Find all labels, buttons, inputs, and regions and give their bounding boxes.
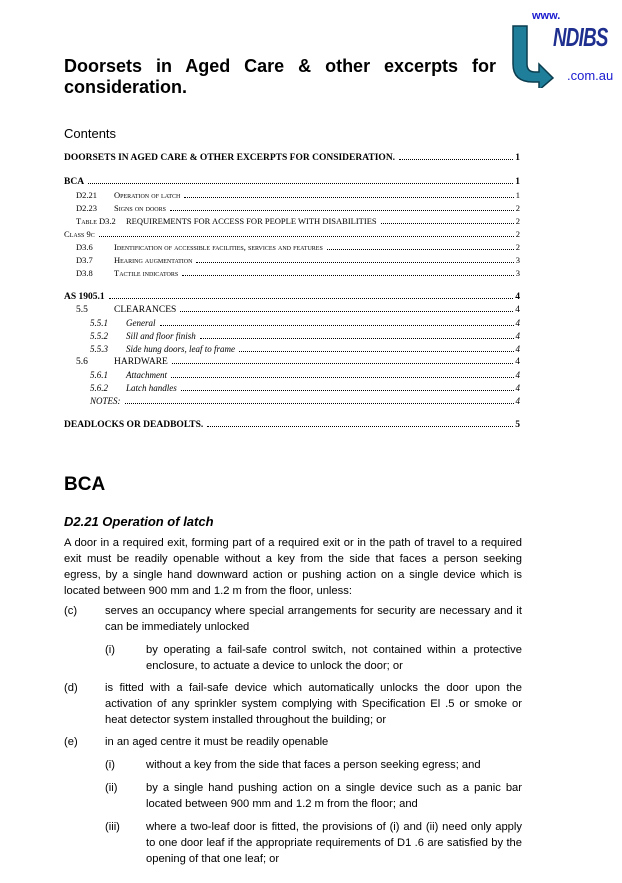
toc-leader-dots: [170, 210, 514, 211]
clause-label: (c): [64, 605, 78, 617]
toc-entry-text: Sill and floor finish: [126, 331, 196, 341]
toc-entry-text: NOTES:: [90, 396, 121, 406]
toc-leader-dots: [196, 262, 513, 263]
toc-entry-title: [90, 330, 198, 343]
toc-entry-text: Side hung doors, leaf to frame: [126, 344, 235, 354]
clause-text: serves an occupancy where special arrangements for security are necessary and it can be immediately unlocked: [105, 605, 522, 633]
toc-leader-dots: [125, 403, 514, 404]
toc-entry-title: [76, 215, 379, 228]
toc-page-number: 4: [515, 383, 520, 393]
toc-leader-dots: [180, 311, 513, 312]
toc-leader-dots: [181, 390, 514, 391]
toc-entry-number: 5.5: [76, 305, 88, 315]
toc-entry-title: [90, 369, 169, 382]
toc-page-number: 4: [515, 292, 520, 302]
toc-entry-title: [64, 419, 205, 432]
toc-entry-title: [76, 189, 182, 202]
toc-entry-title: [64, 291, 107, 304]
toc-leader-dots: [160, 325, 514, 326]
toc-entry-number: Table D3.2: [76, 216, 116, 226]
toc-entry-number: 5.5.3: [90, 344, 108, 354]
toc-entry-number: D2.23: [76, 203, 98, 213]
contents-heading: Contents: [64, 126, 117, 141]
toc-entry-number: D3.7: [76, 255, 93, 265]
toc-entry[interactable]: [64, 343, 520, 356]
toc-entry[interactable]: [64, 330, 520, 343]
toc-entry[interactable]: [64, 419, 520, 432]
toc-entry-text: CLEARANCES: [114, 305, 177, 315]
toc-entry-text: Signs on doors: [114, 203, 166, 213]
toc-leader-dots: [171, 377, 514, 378]
toc-page-number: 4: [515, 370, 520, 380]
toc-entry-title: [64, 228, 97, 241]
toc-page-number: 4: [515, 305, 520, 315]
toc-entry-number: 5.5.1: [90, 318, 108, 328]
toc-entry-text: General: [126, 318, 156, 328]
toc-entry-title: [90, 343, 237, 356]
toc-entry-text: Operation of latch: [114, 190, 181, 200]
toc-entry[interactable]: [64, 228, 520, 241]
toc-entry-title: [76, 267, 180, 280]
toc-page-number: 4: [515, 331, 520, 341]
toc-entry-text: Latch handles: [126, 383, 177, 393]
toc-entry-title: [76, 356, 170, 369]
subclause-text: where a two-leaf door is fitted, the provisions of (i) and (ii) need only apply to one door leaf if the appropriate requirements of D1 .6 are satisfied by the opening of that one leaf; or: [146, 821, 522, 865]
toc-leader-dots: [381, 223, 514, 224]
toc-entry[interactable]: [64, 395, 520, 408]
toc-leader-dots: [200, 338, 514, 339]
toc-page-number: 4: [515, 396, 520, 406]
toc-entry[interactable]: [64, 176, 520, 189]
toc-entry-text: DOORSETS IN AGED CARE & OTHER EXCERPTS FOR CONSIDERATION.: [64, 153, 396, 163]
toc-entry[interactable]: [64, 369, 520, 382]
clause-label: (d): [64, 682, 78, 694]
toc-page-number: 1: [515, 177, 520, 187]
clause-item: [64, 603, 522, 674]
subclause-item: [64, 819, 522, 867]
document-title: Doorsets in Aged Care & other excerpts for consideration.: [64, 56, 496, 97]
toc-page-number: 1: [515, 153, 520, 163]
toc-entry-title: [76, 254, 194, 267]
toc-page-number: 4: [515, 344, 520, 354]
subclause-text: by a single hand pushing action on a single device such as a panic bar located between 900 mm and 1.2 m from the floor; and: [146, 782, 522, 810]
toc-entry[interactable]: [64, 202, 520, 215]
table-of-contents: [64, 152, 520, 432]
toc-entry-text: Tactile indicators: [114, 268, 179, 278]
toc-entry[interactable]: [64, 254, 520, 267]
logo-www: www.: [532, 10, 561, 22]
toc-leader-dots: [239, 351, 514, 352]
toc-leader-dots: [182, 275, 514, 276]
toc-entry-number: 5.6: [76, 357, 88, 367]
toc-entry-text: Identification of accessible facilities, services and features: [114, 242, 323, 252]
subclause-text: without a key from the side that faces a person seeking egress; and: [146, 759, 481, 771]
toc-entry-title: [90, 395, 123, 408]
subclause-label: (i): [105, 644, 115, 656]
clause-item: [64, 680, 522, 728]
toc-entry-text: HARDWARE: [114, 357, 168, 367]
subclause-label: (i): [105, 759, 115, 771]
toc-page-number: 2: [515, 216, 520, 226]
toc-entry[interactable]: [64, 215, 520, 228]
toc-entry[interactable]: [64, 317, 520, 330]
toc-entry-text: REQUIREMENTS FOR ACCESS FOR PEOPLE WITH DISABILITIES: [126, 216, 377, 226]
toc-leader-dots: [184, 197, 513, 198]
ndibs-logo[interactable]: [505, 8, 617, 90]
toc-entry[interactable]: [64, 189, 520, 202]
intro-paragraph: A door in a required exit, forming part of a required exit or in the path of travel to a required exit must be readily openable without a key from the side that faces a person seeking egress, by a single hand downward action or pushing action on a single device which is located between 900 mm and 1.2 m from the floor, unless:: [64, 537, 522, 597]
toc-page-number: 3: [515, 268, 520, 278]
toc-entry[interactable]: [64, 267, 520, 280]
toc-page-number: 1: [515, 190, 520, 200]
subclause-label: (ii): [105, 782, 118, 794]
clause-text: is fitted with a fail-safe device which automatically unlocks the door upon the activation of any sprinkler system complying with Specification El .5 or smoke or heat detector system installed throughout the building; or: [105, 682, 522, 726]
toc-entry[interactable]: [64, 241, 520, 254]
toc-entry[interactable]: [64, 304, 520, 317]
toc-entry-title: [90, 317, 158, 330]
toc-page-number: 4: [515, 318, 520, 328]
toc-page-number: 2: [515, 229, 520, 239]
toc-entry-number: D2.21: [76, 190, 98, 200]
toc-leader-dots: [99, 236, 514, 237]
toc-page-number: 5: [515, 420, 520, 430]
subsection-heading: D2.21 Operation of latch: [64, 514, 214, 529]
toc-entry[interactable]: [64, 152, 520, 165]
toc-entry-text: Class 9c: [64, 229, 95, 239]
toc-entry-title: [64, 152, 397, 165]
clause-list: [64, 603, 522, 867]
toc-page-number: 3: [515, 255, 520, 265]
toc-entry-text: Attachment: [126, 370, 167, 380]
toc-page-number: 2: [515, 203, 520, 213]
toc-entry-text: Hearing augmentation: [114, 255, 193, 265]
toc-entry-title: [76, 202, 168, 215]
toc-page-number: 4: [515, 357, 520, 367]
section-heading: BCA: [64, 474, 106, 495]
toc-leader-dots: [207, 426, 513, 427]
clause-text: in an aged centre it must be readily openable: [105, 736, 329, 748]
toc-entry[interactable]: [64, 382, 520, 395]
subclause-text: by operating a fail-safe control switch, not contained within a protective enclosure, to actuate a device to unlock the door; or: [146, 644, 522, 672]
toc-entry[interactable]: [64, 291, 520, 304]
toc-entry-text: BCA: [64, 177, 85, 187]
subclause-item: [64, 757, 522, 773]
toc-entry-number: D3.6: [76, 242, 93, 252]
toc-leader-dots: [109, 298, 514, 299]
subclause-item: [64, 642, 522, 674]
clause-item: [64, 734, 522, 867]
toc-leader-dots: [172, 363, 513, 364]
toc-entry-title: [90, 382, 179, 395]
logo-arrow-icon: [505, 20, 555, 88]
toc-leader-dots: [88, 183, 513, 184]
section-body: [64, 535, 522, 867]
subclause-item: [64, 780, 522, 812]
toc-page-number: 2: [515, 242, 520, 252]
toc-entry-title: [76, 304, 178, 317]
toc-entry-number: D3.8: [76, 268, 93, 278]
clause-label: (e): [64, 736, 78, 748]
toc-leader-dots: [399, 159, 513, 160]
toc-entry-text: AS 1905.1: [64, 292, 105, 302]
logo-wordmark: NDIBS: [553, 22, 608, 52]
toc-entry-text: DEADLOCKS OR DEADBOLTS.: [64, 420, 204, 430]
logo-domain: .com.au: [567, 68, 614, 83]
toc-entry-title: [64, 176, 86, 189]
toc-entry-number: 5.6.1: [90, 370, 108, 380]
toc-entry-title: [76, 241, 325, 254]
toc-entry-number: 5.6.2: [90, 383, 108, 393]
toc-entry-number: 5.5.2: [90, 331, 108, 341]
subclause-label: (iii): [105, 821, 120, 833]
toc-leader-dots: [327, 249, 514, 250]
toc-entry[interactable]: [64, 356, 520, 369]
